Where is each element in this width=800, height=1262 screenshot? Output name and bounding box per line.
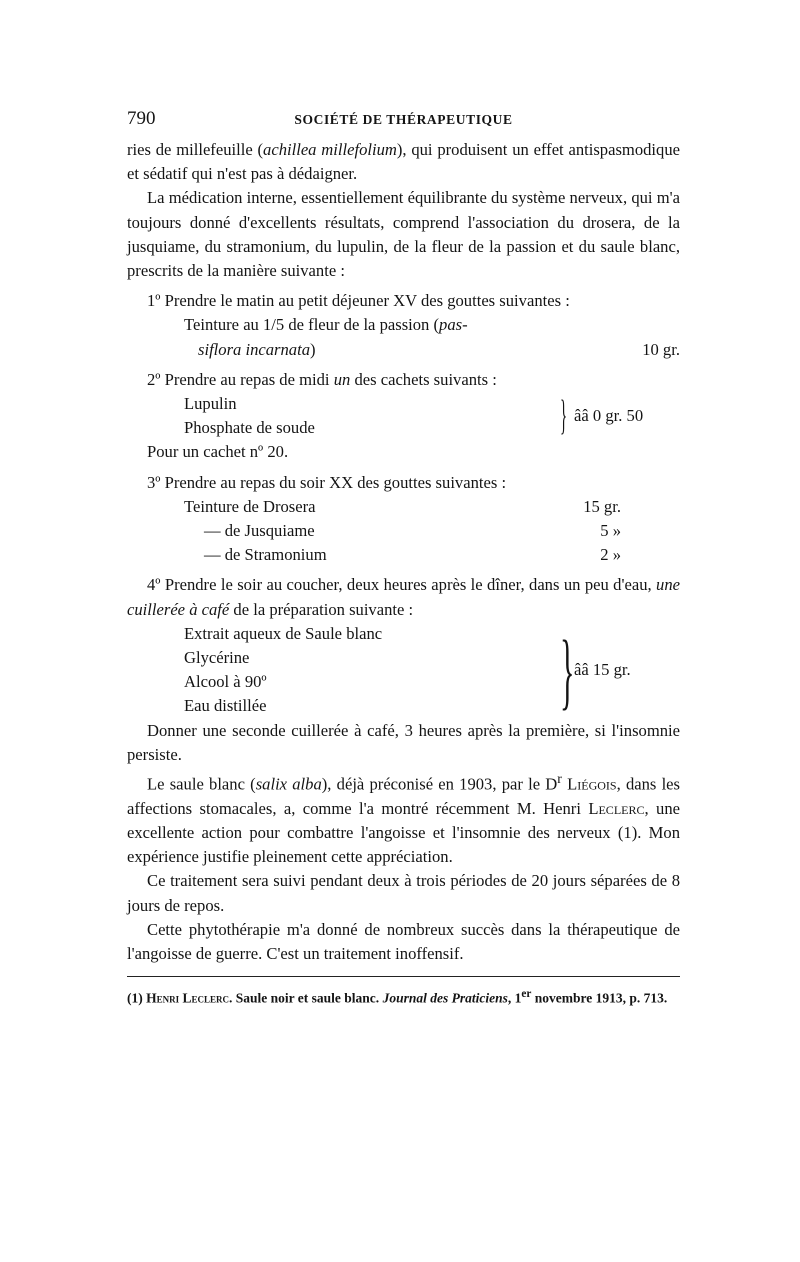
brace-glyph: } bbox=[560, 393, 568, 440]
ingredient-row: Teinture de Drosera 15 gr. bbox=[184, 496, 621, 516]
page bbox=[127, 108, 680, 1008]
step-4-text: 4º Prendre le soir au coucher, deux heures après le dîner, dans un peu d'eau, une cuillerée à café de la préparation suivante : bbox=[127, 575, 680, 619]
paragraph-6: Cette phytothérapie m'a donné de nombreux succès dans la thérapeutique de l'angoisse de guerre. C'est un traitement inoffensif. bbox=[127, 919, 680, 964]
step-2-after: Pour un cachet nº 20. bbox=[147, 442, 289, 462]
paragraph-2: La médication interne, essentiellement équilibrante du système nerveux, qui m'a toujours donné d'excellents résultats, comprend l'association du drosera, de la jusquiame, du stramonium, du lupulin, de la fleur de la passion et du saule blanc, prescrits de la manière suivante : bbox=[127, 188, 680, 281]
body-text bbox=[127, 138, 680, 966]
paragraph-3: Donner une seconde cuillerée à café, 3 heures après la première, si l'insomnie persiste. bbox=[127, 720, 680, 764]
step-4-quantity: ââ 15 gr. bbox=[574, 660, 631, 680]
brace-glyph: } bbox=[560, 622, 575, 719]
footnote: (1) Henri Leclerc. Saule noir et saule blanc. Journal des Praticiens, 1er novembre 1913, p. 713. bbox=[127, 988, 668, 1006]
paragraph-5: Ce traitement sera suivi pendant deux à trois périodes de 20 jours séparées de 8 jours de repos. bbox=[127, 871, 680, 915]
running-header bbox=[127, 108, 680, 138]
page-number: 790 bbox=[127, 108, 156, 129]
ingredient-row: — de Stramonium 2 » bbox=[204, 545, 621, 565]
ingredient-row: Glycérine bbox=[184, 648, 250, 668]
step-3-formula bbox=[127, 495, 621, 568]
step-2-formula bbox=[127, 392, 680, 440]
ingredient-row: Alcool à 90º bbox=[184, 672, 267, 692]
step-1-text: 1º Prendre le matin au petit déjeuner XV des gouttes suivantes : bbox=[147, 291, 570, 311]
step-1-quantity: 10 gr. bbox=[642, 339, 680, 359]
step-2-quantity: ââ 0 gr. 50 bbox=[574, 406, 644, 426]
step-2-text: 2º Prendre au repas de midi un des cachets suivants : bbox=[147, 369, 497, 389]
ingredient-row: Extrait aqueux de Saule blanc bbox=[184, 623, 383, 643]
step-4-formula bbox=[127, 622, 680, 719]
ingredient-row: — de Jusquiame 5 » bbox=[204, 521, 621, 541]
ingredient-row: Eau distillée bbox=[184, 696, 267, 716]
step-3-text: 3º Prendre au repas du soir XX des gouttes suivantes : bbox=[147, 472, 507, 492]
paragraph-4: Le saule blanc (salix alba), déjà préconisé en 1903, par le $D^r$ Liégois, dans les affections stomacales, a, comme l'a montré récemment M. Henri Leclerc, une excellente action pour combattre l'angoisse et l'insomnie des nerveux (1). Mon expérience justifie pleinement cette appréciation. bbox=[127, 771, 680, 867]
ingredient-row: Phosphate de soude bbox=[184, 418, 315, 438]
running-title: SOCIÉTÉ DE THÉRAPEUTIQUE bbox=[294, 112, 513, 127]
footnote-rule bbox=[127, 976, 680, 977]
paragraph-1: ries de millefeuille (achillea millefolium), qui produisent un effet antispasmodique et sédatif qui n'est pas à dédaigner. bbox=[127, 140, 680, 184]
step-1-formula: Teinture au 1/5 de fleur de la passion (pas- siflora incarnata) 10 gr. bbox=[127, 313, 680, 361]
ingredient-row: Lupulin bbox=[184, 394, 237, 414]
